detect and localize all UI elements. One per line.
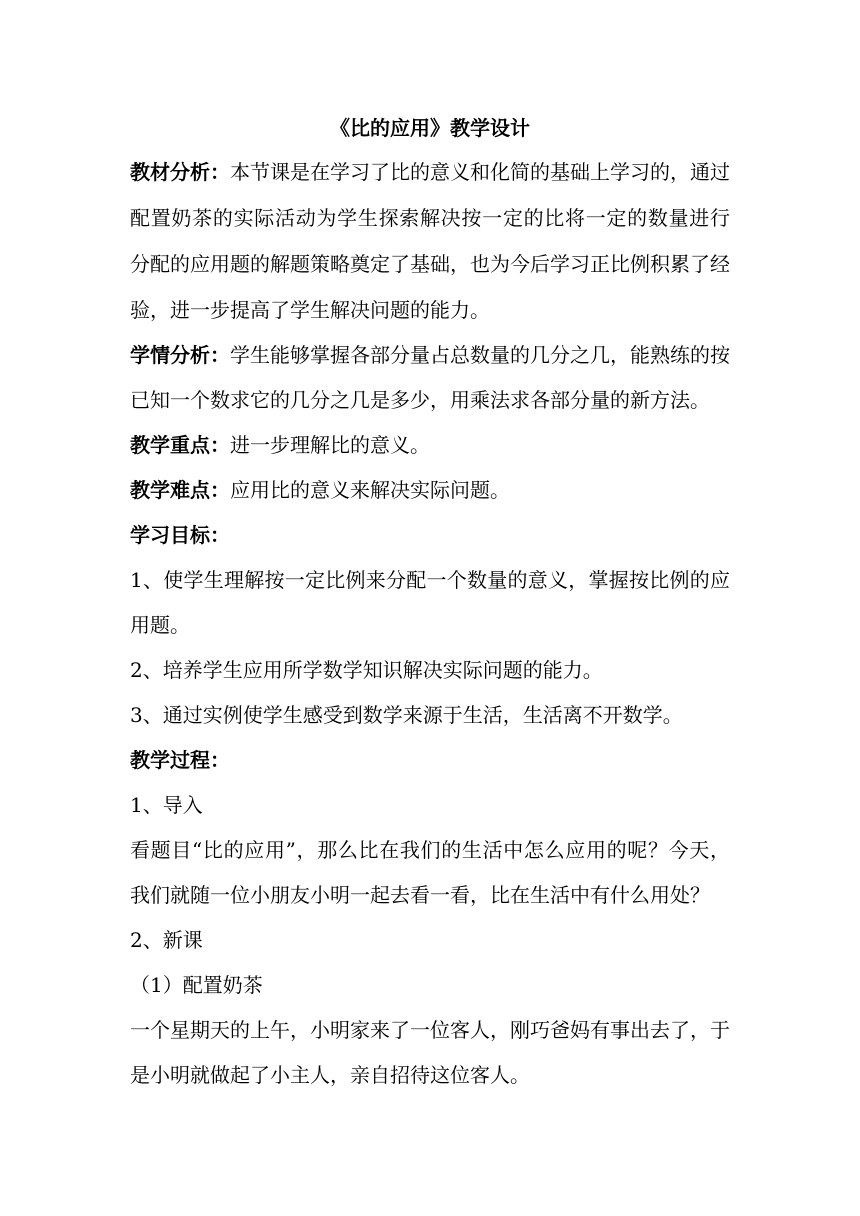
objective-3: 3、通过实例使学生感受到数学来源于生活，生活离不开数学。 <box>130 703 683 727</box>
difficult-point-line <box>130 476 730 504</box>
story-line-2: 是小明就做起了小主人，亲自招待这位客人。 <box>130 1063 530 1087</box>
difficult-point-text: 应用比的意义来解决实际问题。 <box>230 478 510 502</box>
key-point-label: 教学重点： <box>130 433 230 457</box>
section-intro-heading: 1、导入 <box>130 793 203 817</box>
material-analysis-line-4: 验，进一步提高了学生解决问题的能力。 <box>130 298 490 322</box>
material-analysis-line-3: 分配的应用题的解题策略奠定了基础，也为今后学习正比例积累了经 <box>130 252 730 276</box>
material-analysis-label: 教材分析： <box>130 160 230 184</box>
key-point-text: 进一步理解比的意义。 <box>230 433 430 457</box>
material-analysis-line-2: 配置奶茶的实际活动为学生探索解决按一定的比将一定的数量进行 <box>130 206 730 230</box>
story-line-1: 一个星期天的上午，小明家来了一位客人，刚巧爸妈有事出去了，于 <box>130 1018 730 1042</box>
document-title: 《比的应用》教学设计 <box>330 116 530 140</box>
section-new-lesson-heading: 2、新课 <box>130 928 203 952</box>
student-analysis-label: 学情分析： <box>130 343 230 367</box>
key-point-line <box>130 431 730 459</box>
student-analysis-line-1 <box>130 341 730 369</box>
student-analysis-line-2: 已知一个数求它的几分之几是多少，用乘法求各部分量的新方法。 <box>130 388 710 412</box>
intro-line-2: 我们就随一位小朋友小明一起去看一看，比在生活中有什么用处？ <box>130 883 710 907</box>
subsection-milk-tea-heading: （1）配置奶茶 <box>130 973 263 997</box>
difficult-point-label: 教学难点： <box>130 478 230 502</box>
objective-1-line-1: 1、使学生理解按一定比例来分配一个数量的意义，掌握按比例的应 <box>130 568 730 592</box>
objectives-heading: 学习目标： <box>130 523 230 547</box>
objective-2: 2、培养学生应用所学数学知识解决实际问题的能力。 <box>130 658 603 682</box>
objective-1-line-2: 用题。 <box>130 613 190 637</box>
material-analysis-text: 本节课是在学习了比的意义和化简的基础上学习的，通过 <box>230 160 730 184</box>
process-heading: 教学过程： <box>130 748 230 772</box>
intro-line-1: 看题目“比的应用”，那么比在我们的生活中怎么应用的呢？今天， <box>130 838 730 862</box>
material-analysis-line-1 <box>130 158 730 186</box>
student-analysis-text: 学生能够掌握各部分量占总数量的几分之几，能熟练的按 <box>230 343 730 367</box>
